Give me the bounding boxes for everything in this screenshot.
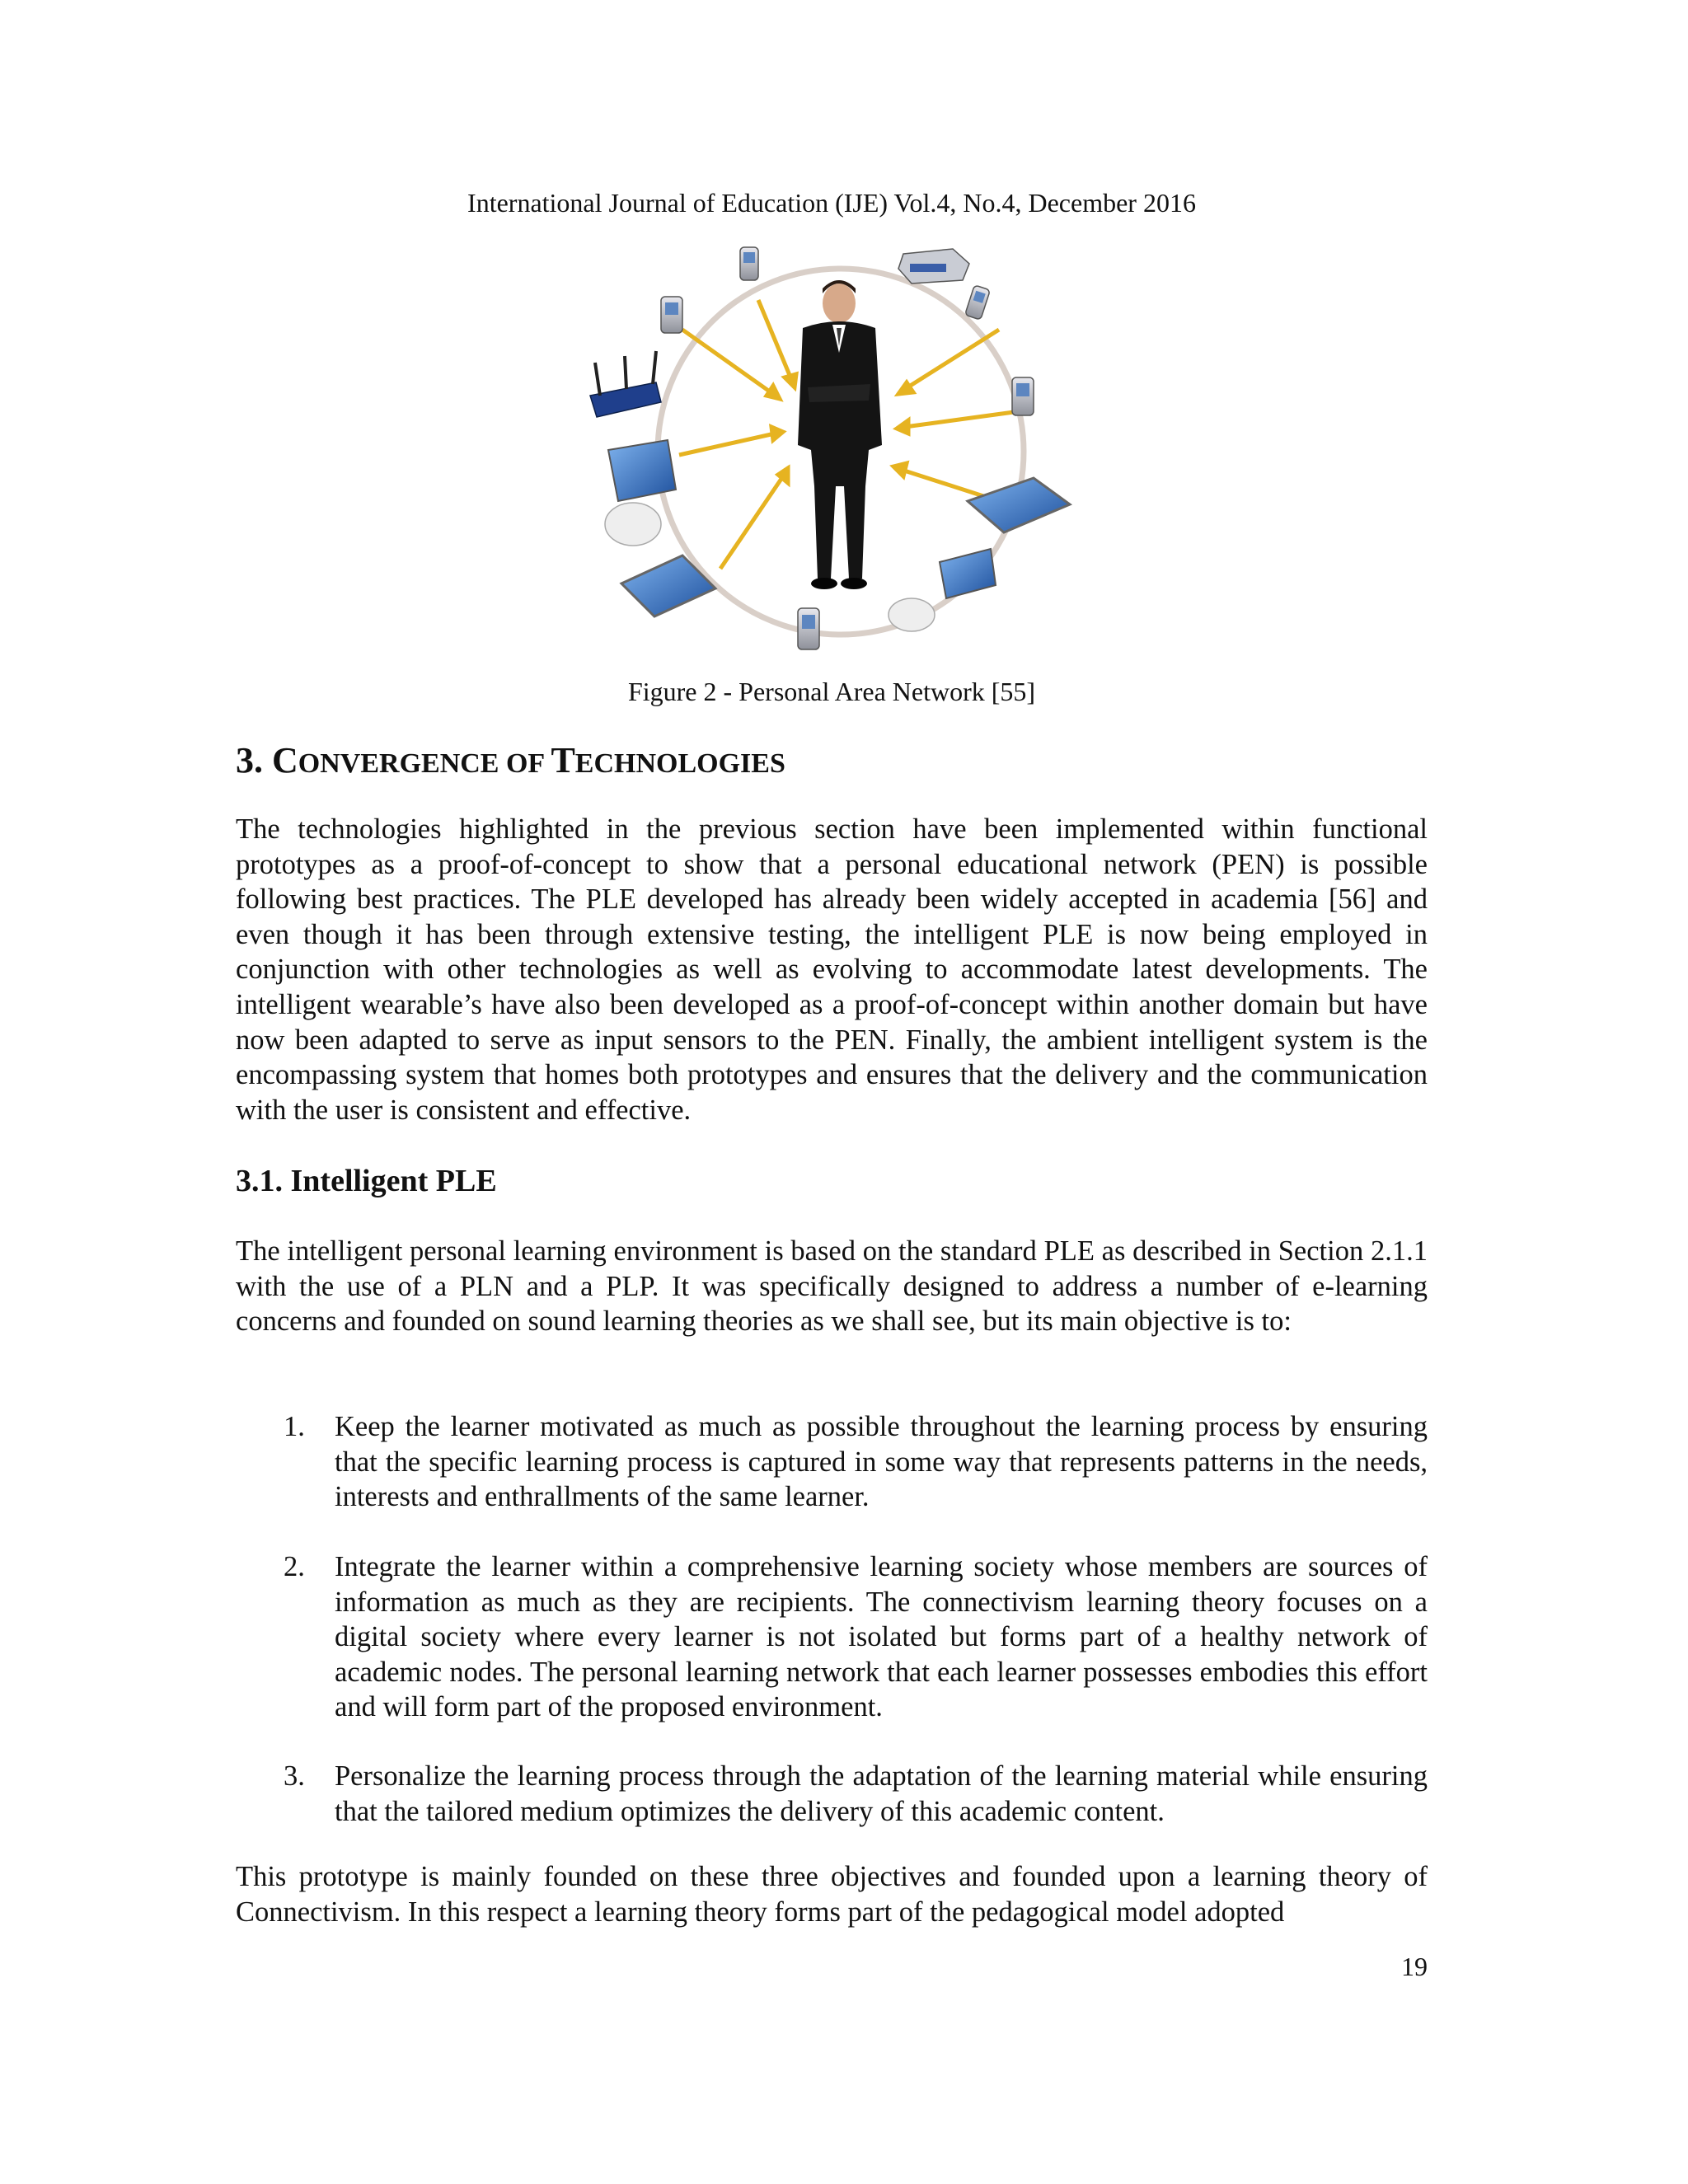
list-item-text: Personalize the learning process through the adaptation of the learning material while ensuring that the tailored medium optimizes the delivery of this academic content. xyxy=(335,1760,1428,1827)
section-title-part-2: ONVERGENCE OF xyxy=(298,748,551,779)
network-illustration xyxy=(575,239,1103,668)
section-title-part-4: ECHNOLOGIES xyxy=(574,748,785,779)
printer-device xyxy=(898,249,969,284)
section-title-part-1: C xyxy=(272,740,298,780)
page-number: 19 xyxy=(1401,1952,1428,1981)
list-item-text: Integrate the learner within a comprehensive learning society whose members are sources of information as much as they are recipients. The connectivism learning theory focuses on a digital society where every learner is not isolated but forms part of a healthy network of academic nodes. The personal learning network that each learner possesses embodies this effort and will form part of the proposed environment. xyxy=(335,1551,1428,1723)
section-title-part-3: T xyxy=(551,740,575,780)
closing-paragraph: This prototype is mainly founded on these three objectives and founded upon a learning theory of Connectivism. In this respect a learning theory forms part of the pedagogical model adopted xyxy=(236,1861,1428,1928)
pda-device-right xyxy=(1012,377,1034,415)
pda-device-bottom xyxy=(798,608,819,649)
pda-device-upper-left xyxy=(661,297,682,333)
tablet-device-right xyxy=(968,478,1070,532)
list-item-number: 1. xyxy=(284,1411,305,1442)
figure-caption: Figure 2 - Personal Area Network [55] xyxy=(627,677,1036,706)
pda-device-top xyxy=(740,247,758,280)
desktop-computer-right xyxy=(889,549,996,631)
personal-area-network-figure xyxy=(575,239,1103,668)
subsection-intro: The intelligent personal learning environment is based on the standard PLE as described in Section 2.1.1 with the use of a PLN and a PLP. It was specifically designed to address a number of e-learning concerns and founded on sound learning theories as we shall see, but its main objective is to: xyxy=(236,1235,1428,1338)
section-paragraph: The technologies highlighted in the previous section have been implemented within functional prototypes as a proof-of-concept to show that a personal educational network (PEN) is possible following best practices. The PLE developed has already been widely accepted in academia [56] and even though it has been through extensive testing, the intelligent PLE is now being employed in conjunction with other technologies as well as evolving to accommodate latest developments. The intelligent wearable’s have also been developed as a proof-of-concept within another domain but have now been adapted to serve as input sensors to the PEN. Finally, the ambient intelligent system is the encompassing system that homes both prototypes and ensures that the delivery and the communication with the user is consistent and effective. xyxy=(236,813,1428,1126)
wireless-router-icon xyxy=(590,351,661,417)
list-item-number: 2. xyxy=(284,1551,305,1582)
pda-device-upper-right xyxy=(965,285,991,320)
subsection-heading: 3.1. Intelligent PLE xyxy=(236,1164,497,1198)
list-item-number: 3. xyxy=(284,1760,305,1792)
running-header: International Journal of Education (IJE) Vol.4, No.4, December 2016 xyxy=(467,188,1196,218)
section-heading xyxy=(236,736,785,789)
section-number: 3. xyxy=(236,740,263,780)
list-item-text: Keep the learner motivated as much as possible throughout the learning process by ensuring that the specific learning process is captured in some way that represents patterns in the needs, interests and enthrallments of the same learner. xyxy=(335,1411,1428,1513)
tablet-device-lower-left xyxy=(621,555,715,616)
person-figure xyxy=(798,280,882,589)
